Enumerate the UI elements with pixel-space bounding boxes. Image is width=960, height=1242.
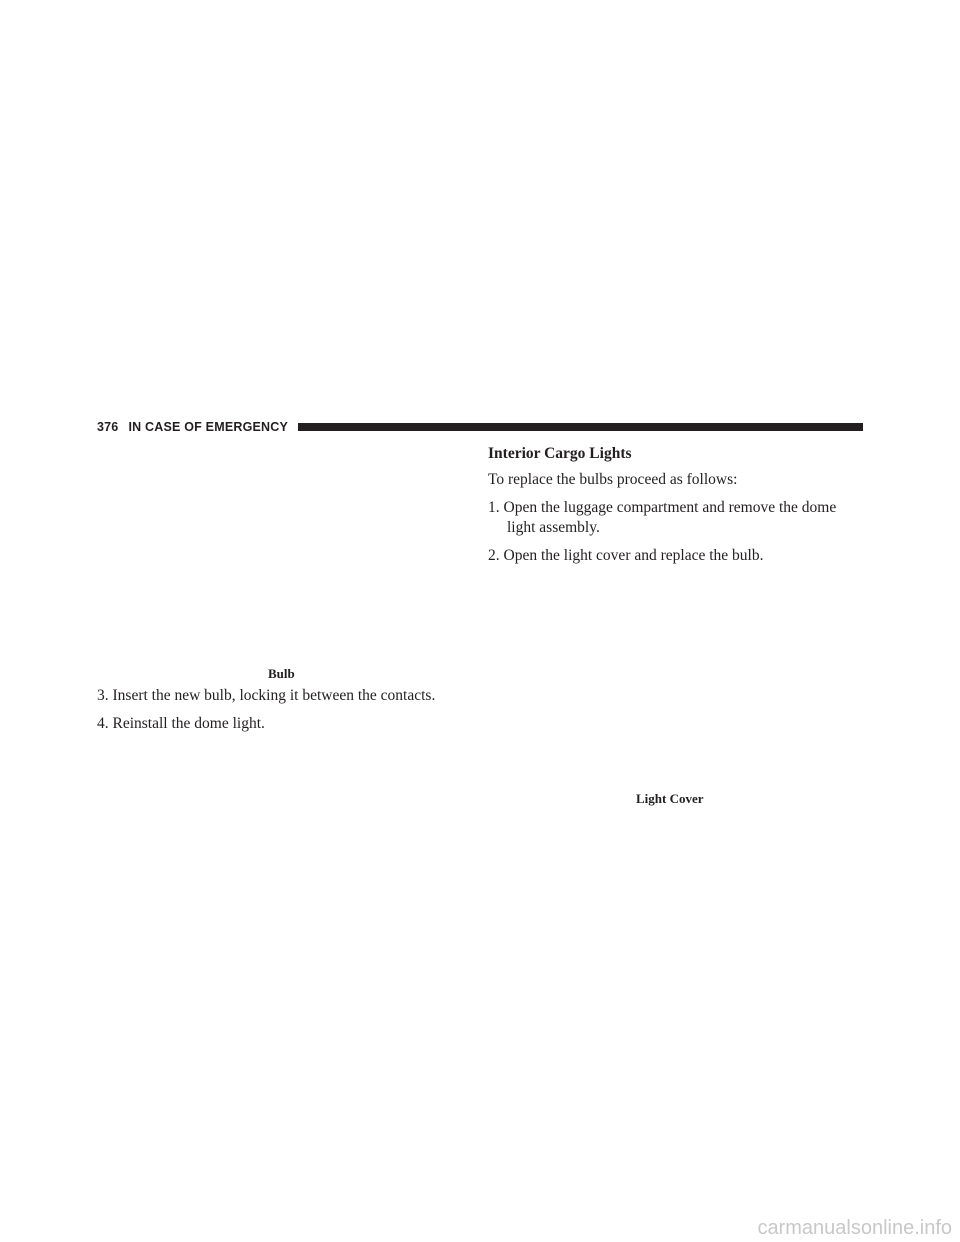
watermark-text: carmanualsonline.info bbox=[757, 1217, 952, 1239]
bulb-caption: Bulb bbox=[268, 666, 295, 681]
light-cover-figure bbox=[488, 575, 863, 785]
step-2: 2. Open the light cover and replace the bulb. bbox=[488, 547, 764, 564]
step-4: 4. Reinstall the dome light. bbox=[97, 715, 265, 732]
section-heading: Interior Cargo Lights bbox=[488, 445, 632, 462]
page-number: 376 bbox=[97, 420, 119, 434]
step-1-line-1: 1. Open the luggage compartment and remove the dome bbox=[488, 499, 837, 516]
light-cover-caption: Light Cover bbox=[636, 791, 704, 806]
section-title: IN CASE OF EMERGENCY bbox=[128, 420, 289, 434]
header-rule bbox=[298, 423, 863, 431]
intro-text: To replace the bulbs proceed as follows: bbox=[488, 471, 738, 488]
step-1-line-2: light assembly. bbox=[507, 519, 600, 536]
bulb-figure bbox=[97, 445, 467, 660]
page-header bbox=[97, 419, 863, 435]
step-3: 3. Insert the new bulb, locking it between the contacts. bbox=[97, 687, 436, 704]
